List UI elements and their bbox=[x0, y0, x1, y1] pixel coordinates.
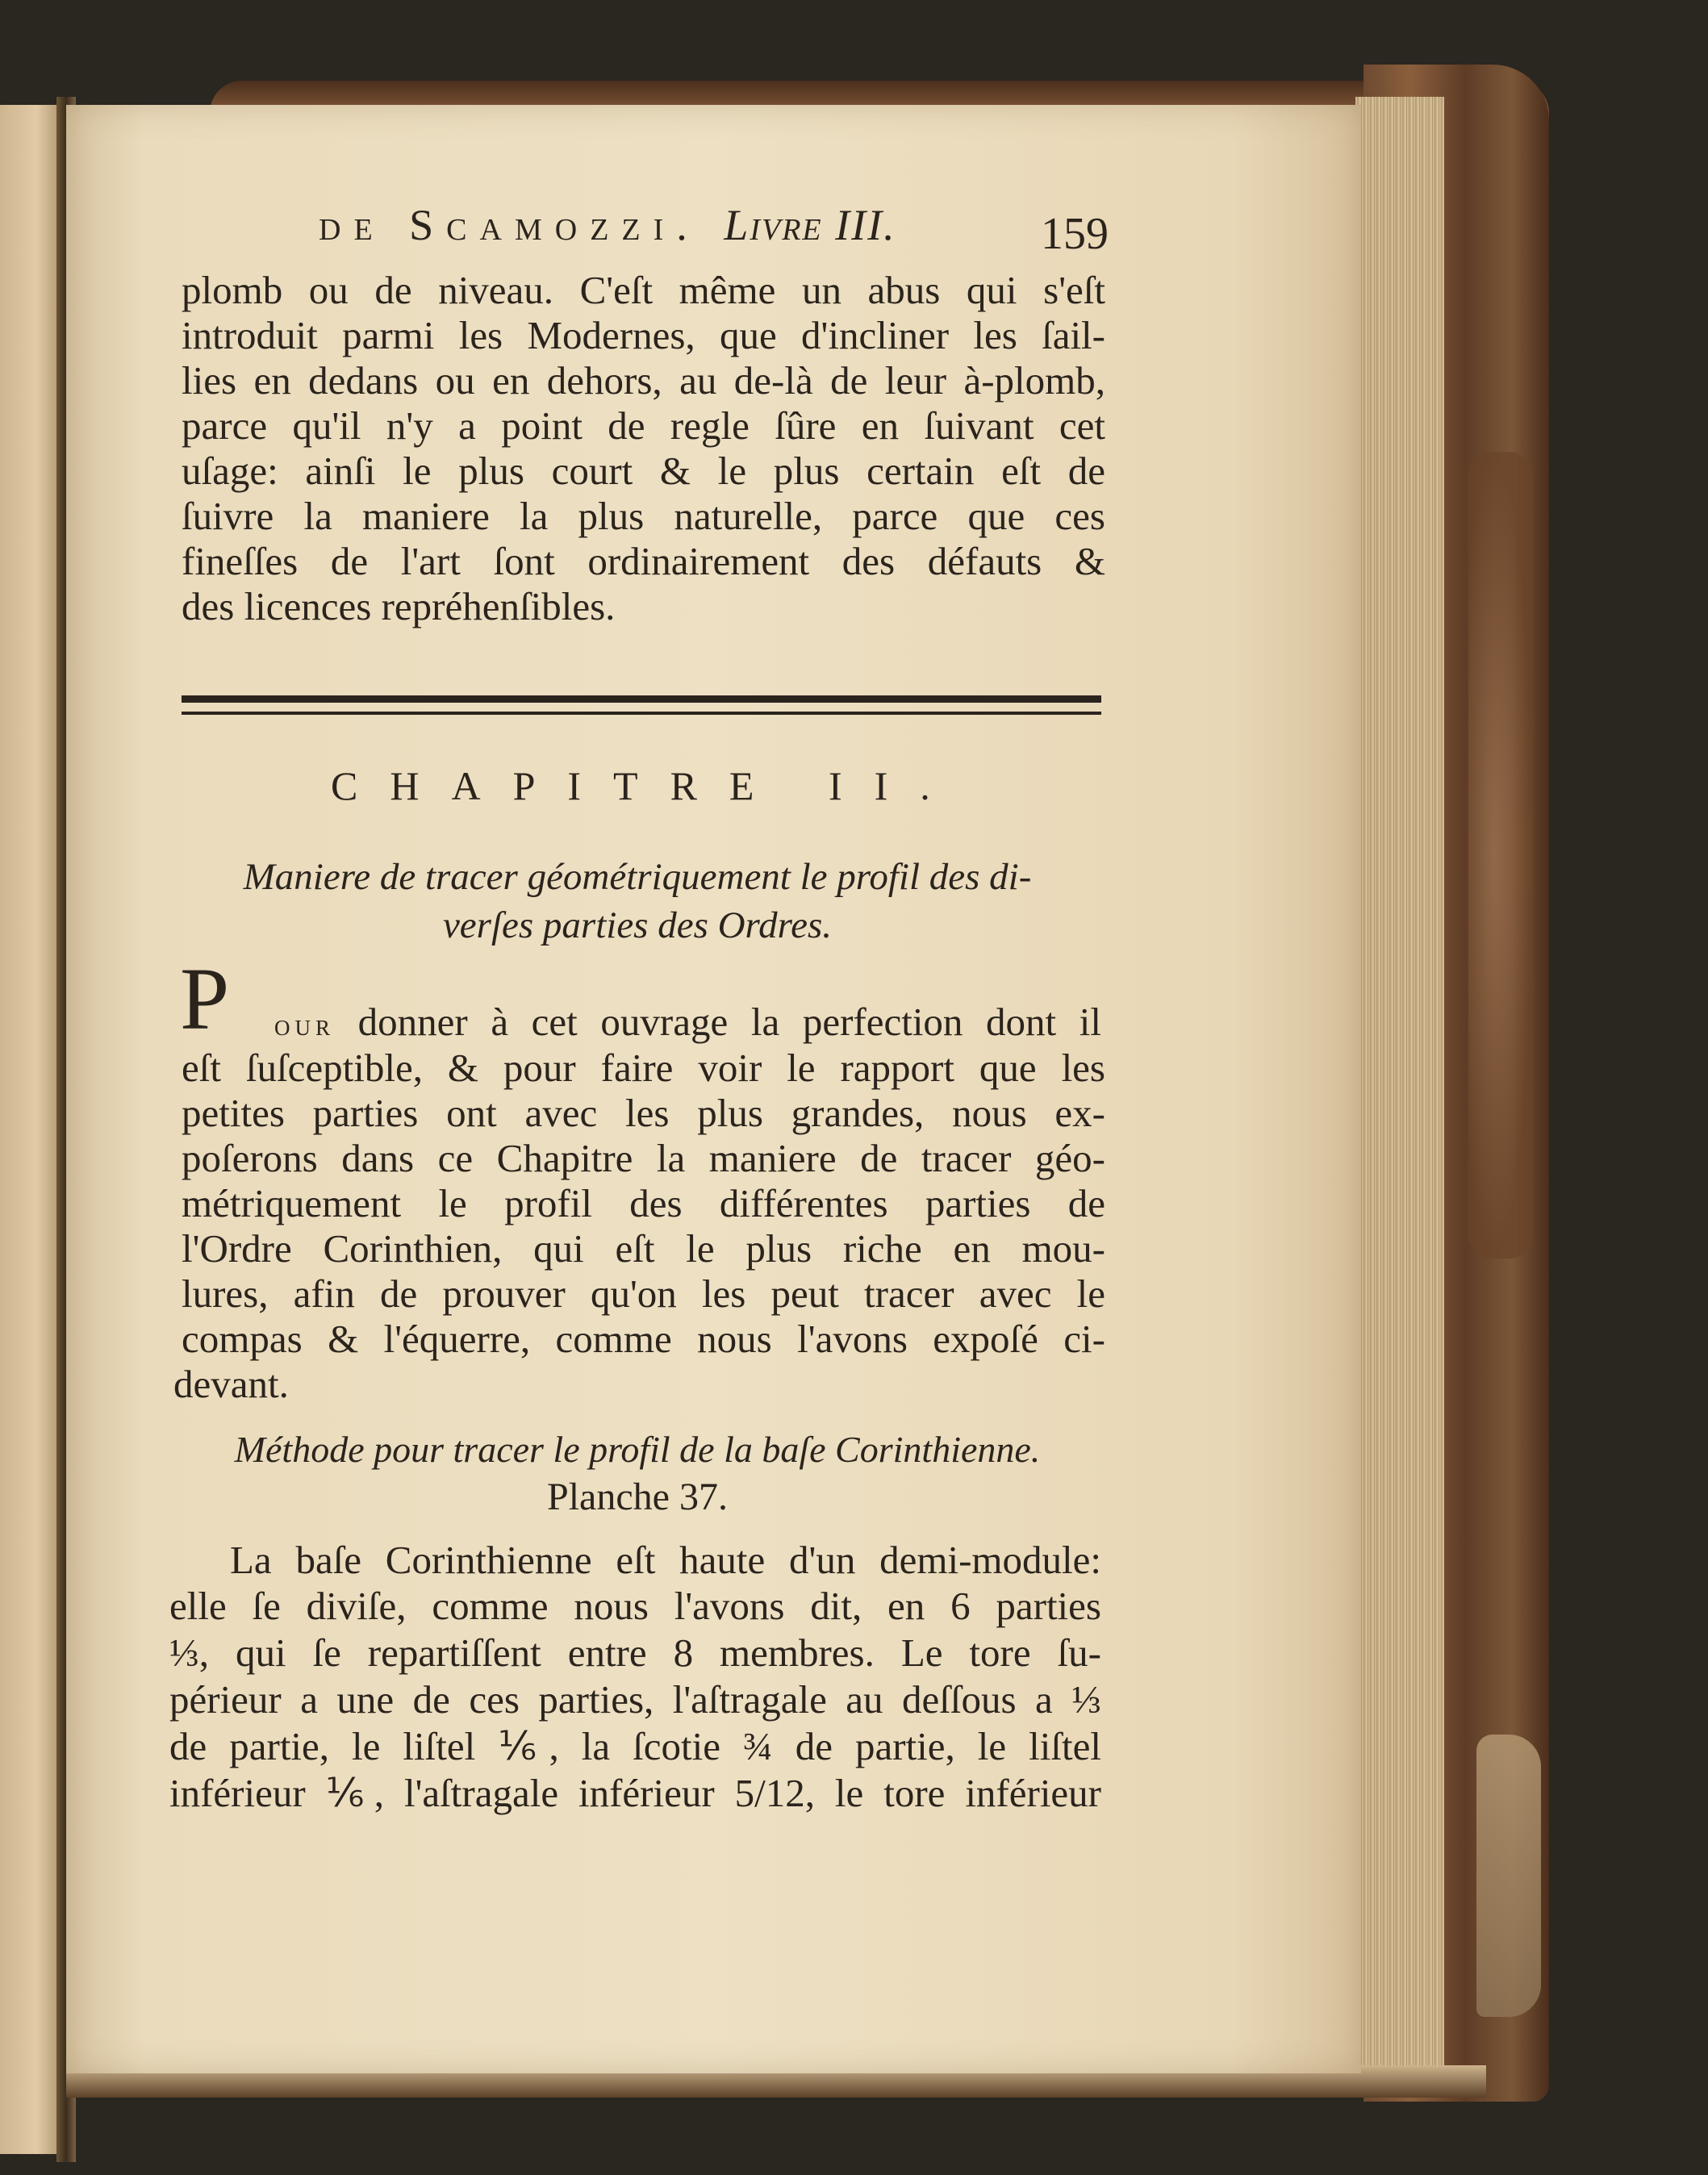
text-line: des licences repréhenſibles. bbox=[182, 584, 616, 628]
text-line: de partie, le liſtel ⅙, la ſcotie ¾ de partie, le liſtel bbox=[169, 1724, 1101, 1768]
text-line: poſerons dans ce Chapitre la maniere de tracer géo- bbox=[182, 1136, 1105, 1180]
text-line: devant. bbox=[173, 1362, 289, 1406]
section-heading: Méthode pour tracer le profil de la baſe Corinthienne. bbox=[234, 1429, 1041, 1470]
text-line: elle ſe diviſe, comme nous l'avons dit, en 6 parties bbox=[169, 1584, 1101, 1628]
text-line: parce qu'il n'y a point de regle ſûre en ſuivant cet bbox=[182, 403, 1105, 448]
page-number: 159 bbox=[1041, 209, 1109, 259]
text-line: ſuivre la maniere la plus naturelle, parce que ces bbox=[182, 494, 1105, 538]
text-line: lures, afin de prouver qu'on les peut tracer avec le bbox=[182, 1271, 1105, 1316]
text-line: inférieur ⅙, l'aſtragale inférieur 5/12, le tore inférieur bbox=[169, 1771, 1101, 1815]
running-title-book: Livre III. bbox=[724, 201, 896, 249]
text-line bbox=[274, 999, 1101, 1045]
text-line: eſt ſuſceptible, & pour faire voir le rapport que les bbox=[182, 1046, 1105, 1090]
text-line: fineſſes de l'art ſont ordinairement des défauts & bbox=[182, 539, 1105, 583]
cover-wear-mark bbox=[1468, 452, 1533, 1259]
text-line: La baſe Corinthienne eſt haute d'un demi-module: bbox=[230, 1538, 1101, 1582]
text-line: petites parties ont avec les plus grandes, nous ex- bbox=[182, 1091, 1105, 1135]
section-rule-thin bbox=[182, 712, 1101, 715]
text-line: plomb ou de niveau. C'eſt même un abus qui s'eſt bbox=[182, 268, 1105, 312]
plate-reference: Planche 37. bbox=[547, 1476, 728, 1518]
chapter-heading: CHAPITRE II. bbox=[331, 763, 963, 808]
drop-cap: P bbox=[180, 950, 230, 1048]
text-line: introduit parmi les Modernes, que d'incliner les ſail- bbox=[182, 313, 1105, 357]
cover-torn-corner bbox=[1476, 1735, 1541, 2017]
text-line: lies en dedans ou en dehors, au de-là de leur à-plomb, bbox=[182, 358, 1105, 403]
text-line: compas & l'équerre, comme nous l'avons expoſé ci- bbox=[182, 1317, 1105, 1361]
section-rule-thick bbox=[182, 695, 1101, 703]
text-line: uſage: ainſi le plus court & le plus certain eſt de bbox=[182, 449, 1105, 493]
smallcaps-word: our bbox=[274, 1008, 336, 1042]
text-line: ⅓, qui ſe repartiſſent entre 8 membres. Le tore ſu- bbox=[169, 1630, 1101, 1675]
page-edges bbox=[1355, 97, 1444, 2065]
running-title-prefix: de Scamozzi. bbox=[319, 201, 700, 249]
text-line: métriquement le profil des différentes parties de bbox=[182, 1181, 1105, 1225]
chapter-subtitle-line: verſes parties des Ordres. bbox=[442, 904, 833, 946]
first-line-text: donner à cet ouvrage la perfection dont il bbox=[357, 1000, 1101, 1044]
running-title bbox=[319, 200, 896, 250]
text-line: périeur a une de ces parties, l'aſtragale au deſſous a ⅓ bbox=[169, 1677, 1101, 1722]
chapter-subtitle-line: Maniere de tracer géométriquement le profil des di- bbox=[243, 856, 1032, 898]
text-line: l'Ordre Corinthien, qui eſt le plus riche en mou- bbox=[182, 1226, 1105, 1271]
